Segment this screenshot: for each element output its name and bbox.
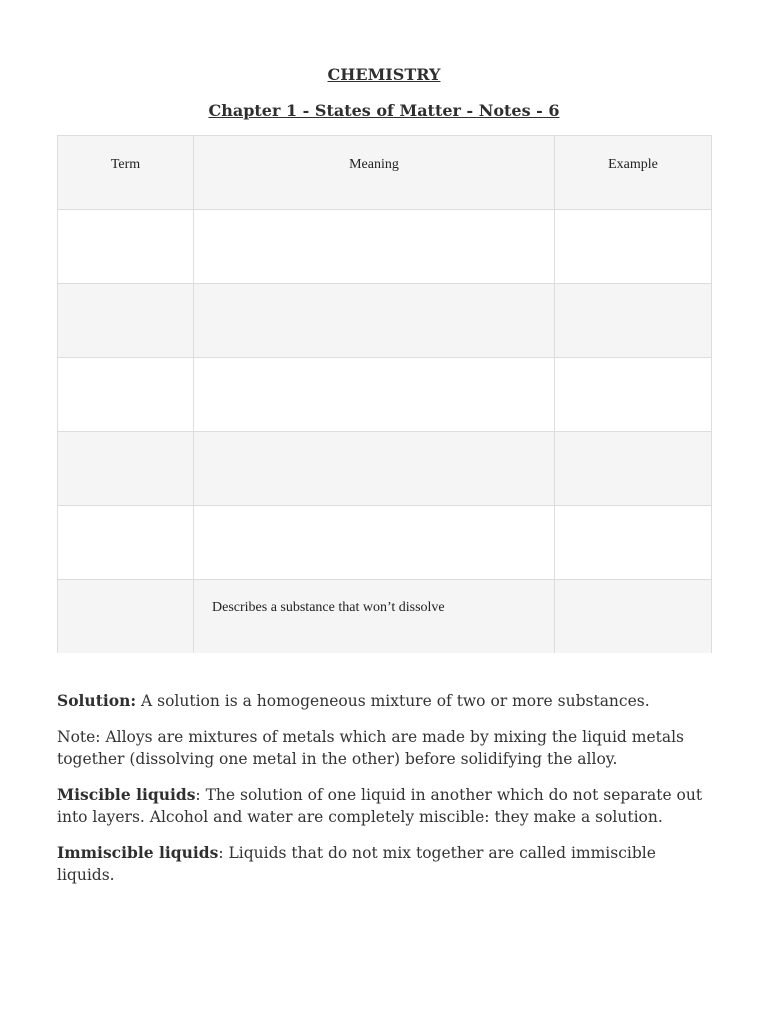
notes-table xyxy=(57,135,712,653)
table-row xyxy=(58,210,712,284)
meaning-cell xyxy=(194,210,555,284)
note-paragraph: Note: Alloys are mixtures of metals which are made by mixing the liquid metals together (dissolving one metal in the other) before solidifying the alloy. xyxy=(57,728,685,768)
meaning-cell xyxy=(194,284,555,358)
example-cell xyxy=(555,506,712,580)
miscible-label: Miscible liquids xyxy=(57,785,196,804)
meaning-cell: Describes a substance that won’t dissolve xyxy=(194,580,555,654)
term-cell xyxy=(58,506,194,580)
example-cell xyxy=(555,432,712,506)
solution-text: A solution is a homogeneous mixture of two or more substances. xyxy=(136,692,650,710)
table-header-row xyxy=(58,136,712,210)
miscible-paragraph xyxy=(57,784,717,828)
solution-label: Solution: xyxy=(57,691,137,710)
column-header-meaning: Meaning xyxy=(194,136,555,210)
term-cell xyxy=(58,580,194,654)
term-cell xyxy=(58,284,194,358)
example-cell xyxy=(555,284,712,358)
meaning-cell xyxy=(194,506,555,580)
meaning-cell xyxy=(194,358,555,432)
notes-body xyxy=(57,690,717,900)
meaning-cell xyxy=(194,432,555,506)
chapter-subtitle: Chapter 1 - States of Matter - Notes - 6 xyxy=(208,101,560,120)
solution-paragraph xyxy=(57,690,717,712)
example-cell xyxy=(555,580,712,654)
column-header-term: Term xyxy=(58,136,194,210)
table-row xyxy=(58,358,712,432)
table-row xyxy=(58,506,712,580)
table-row xyxy=(58,580,712,654)
immiscible-label: Immiscible liquids xyxy=(57,843,219,862)
column-header-example: Example xyxy=(555,136,712,210)
miscible-text: : The solution of one liquid in another which do not separate out into layers. Alcohol and water are completely miscible: they make a solution. xyxy=(57,786,703,826)
term-cell xyxy=(58,210,194,284)
example-cell xyxy=(555,210,712,284)
term-cell xyxy=(58,358,194,432)
immiscible-paragraph xyxy=(57,842,717,886)
immiscible-text: : Liquids that do not mix together are called immiscible liquids. xyxy=(57,844,656,884)
table-row xyxy=(58,432,712,506)
example-cell xyxy=(555,358,712,432)
term-cell xyxy=(58,432,194,506)
table-row xyxy=(58,284,712,358)
page-title: CHEMISTRY xyxy=(327,65,441,84)
